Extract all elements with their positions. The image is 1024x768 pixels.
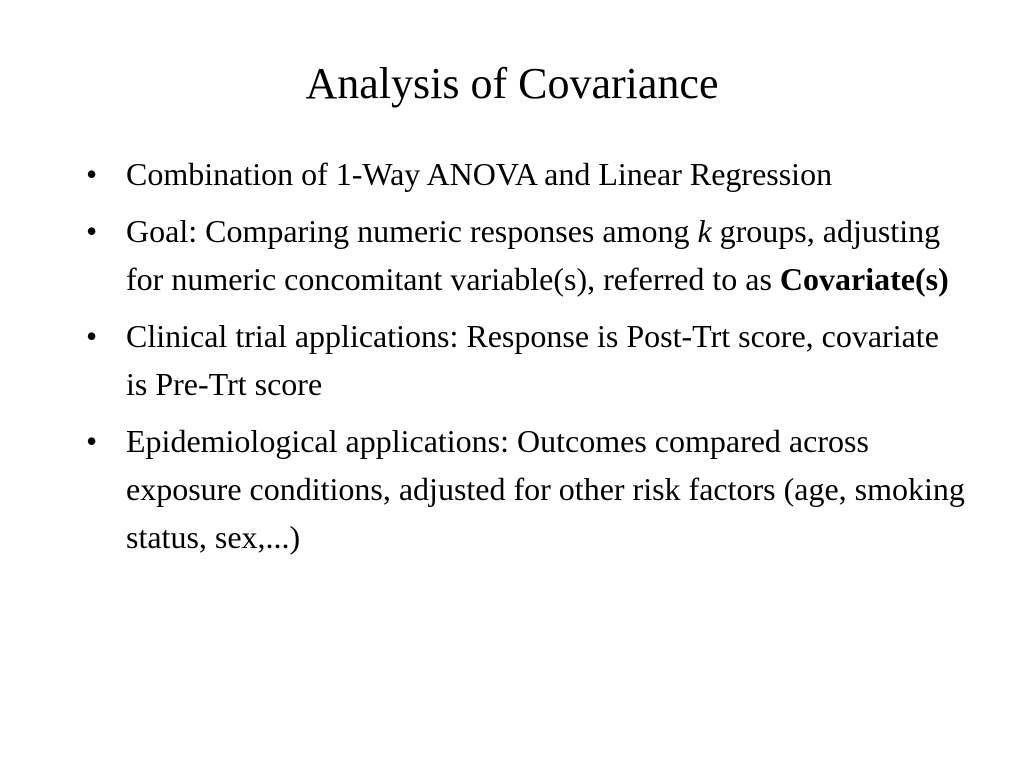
bullet-item bbox=[86, 150, 966, 198]
slide-title: Analysis of Covariance bbox=[305, 59, 719, 108]
bullet-text bbox=[126, 207, 966, 303]
bullet-marker: • bbox=[86, 423, 98, 459]
italic-term: k bbox=[697, 213, 712, 249]
bullet-text-part: groups, adjusting for numeric concomitant variable(s), referred to as bbox=[126, 213, 941, 297]
bullet-list bbox=[86, 150, 966, 570]
bold-term: Covariate(s) bbox=[779, 261, 949, 297]
bullet-item bbox=[86, 417, 966, 561]
bullet-marker: • bbox=[86, 213, 98, 249]
bullet-text: Epidemiological applications: Outcomes compared across exposure conditions, adjusted for other risk factors (age, smoking status, sex,...) bbox=[126, 423, 965, 555]
bullet-text-part: Goal: Comparing numeric responses among bbox=[126, 213, 698, 249]
bullet-marker: • bbox=[86, 156, 98, 192]
bullet-item bbox=[86, 312, 966, 408]
bullet-text: Clinical trial applications: Response is Post-Trt score, covariate is Pre-Trt score bbox=[126, 318, 939, 402]
bullet-text: Combination of 1-Way ANOVA and Linear Regression bbox=[126, 156, 833, 192]
bullet-item bbox=[86, 207, 966, 303]
bullet-marker: • bbox=[86, 318, 98, 354]
